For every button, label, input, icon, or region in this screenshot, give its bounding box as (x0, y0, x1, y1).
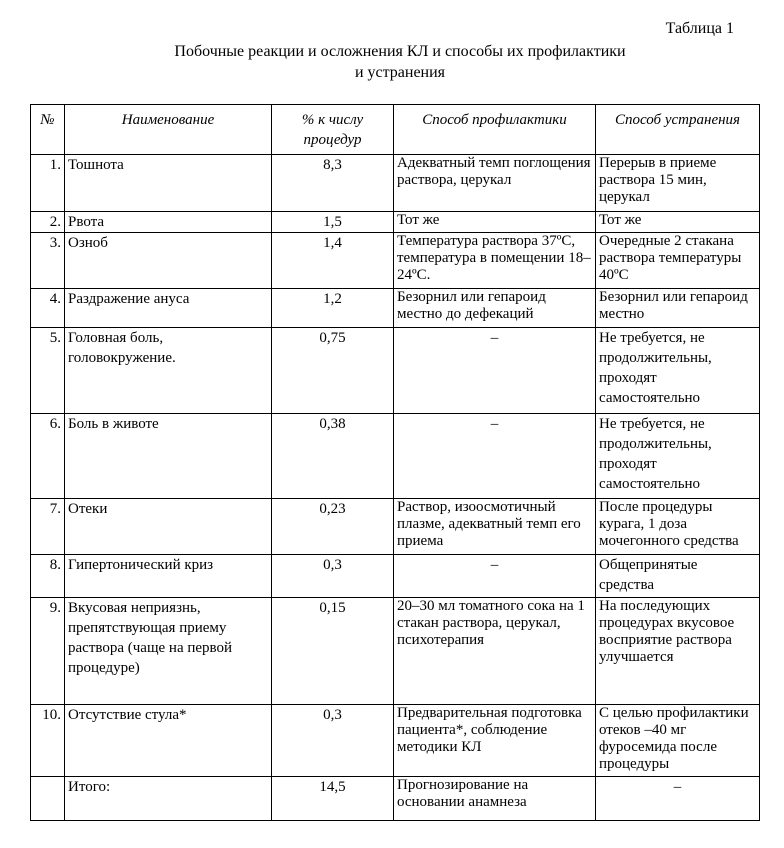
table-row (31, 705, 760, 777)
title-line-2: и устранения (354, 64, 446, 81)
header-prevention: Способ профилактики (394, 105, 596, 155)
row-name: Головная боль, головокружение. (65, 328, 272, 414)
document-title (30, 41, 770, 83)
header-treatment: Способ устранения (596, 105, 760, 155)
row-percent: 14,5 (272, 777, 394, 821)
table-row (31, 212, 760, 233)
table-row (31, 328, 760, 414)
table-row (31, 289, 760, 328)
row-prevention: Прогнозирование на основании анамнеза (394, 777, 596, 821)
row-number (31, 777, 65, 821)
row-number: 6. (31, 414, 65, 499)
table-row (31, 598, 760, 705)
row-treatment: Общепринятые средства (596, 555, 760, 598)
row-name: Рвота (65, 212, 272, 233)
row-number: 4. (31, 289, 65, 328)
side-effects-table (30, 104, 760, 821)
row-treatment: С целью профилактики отеков –40 мг фуросемида после процедуры (596, 705, 760, 777)
row-percent: 0,3 (272, 555, 394, 598)
row-name: Отсутствие стула* (65, 705, 272, 777)
row-prevention: Температура раствора 37ºС, температура в помещении 18–24ºС. (394, 233, 596, 289)
table-row (31, 414, 760, 499)
row-name: Вкусовая неприязнь, препятствующая приему раствора (чаще на первой процедуре) (65, 598, 272, 705)
table-row (31, 555, 760, 598)
row-prevention: Раствор, изоосмотичный плазме, адекватный темп его приема (394, 499, 596, 555)
row-treatment: Не требуется, не продолжительны, проходят самостоятельно (596, 414, 760, 499)
header-name: Наименование (65, 105, 272, 155)
row-prevention: – (394, 328, 596, 414)
row-prevention: 20–30 мл томатного сока на 1 стакан раствора, церукал, психотерапия (394, 598, 596, 705)
row-treatment: Тот же (596, 212, 760, 233)
row-percent: 0,15 (272, 598, 394, 705)
row-number: 3. (31, 233, 65, 289)
row-percent: 1,4 (272, 233, 394, 289)
table-label: Таблица 1 (665, 20, 734, 37)
row-treatment: Безорнил или гепароид местно (596, 289, 760, 328)
row-number: 9. (31, 598, 65, 705)
row-prevention: Предварительная подготовка пациента*, соблюдение методики КЛ (394, 705, 596, 777)
row-percent: 0,75 (272, 328, 394, 414)
row-percent: 8,3 (272, 155, 394, 212)
title-line-1: Побочные реакции и осложнения КЛ и способы их профилактики (174, 43, 626, 60)
row-treatment: На последующих процедурах вкусовое восприятие раствора улучшается (596, 598, 760, 705)
row-name: Итого: (65, 777, 272, 821)
row-percent: 0,38 (272, 414, 394, 499)
row-name: Тошнота (65, 155, 272, 212)
row-name: Озноб (65, 233, 272, 289)
row-number: 1. (31, 155, 65, 212)
row-treatment: Перерыв в приеме раствора 15 мин, церукал (596, 155, 760, 212)
table-row (31, 499, 760, 555)
row-treatment: – (596, 777, 760, 821)
row-treatment: После процедуры курага, 1 доза мочегонного средства (596, 499, 760, 555)
table-total-row (31, 777, 760, 821)
header-number: № (31, 105, 65, 155)
row-percent: 1,2 (272, 289, 394, 328)
row-name: Гипертонический криз (65, 555, 272, 598)
row-prevention: – (394, 555, 596, 598)
row-treatment: Очередные 2 стакана раствора температуры 40ºС (596, 233, 760, 289)
row-prevention: Тот же (394, 212, 596, 233)
row-percent: 0,3 (272, 705, 394, 777)
row-treatment: Не требуется, не продолжительны, проходят самостоятельно (596, 328, 760, 414)
table-header-row (31, 105, 760, 155)
row-name: Отеки (65, 499, 272, 555)
row-prevention: Безорнил или гепароид местно до дефекаций (394, 289, 596, 328)
row-number: 7. (31, 499, 65, 555)
row-percent: 1,5 (272, 212, 394, 233)
table-row (31, 155, 760, 212)
row-number: 8. (31, 555, 65, 598)
row-percent: 0,23 (272, 499, 394, 555)
header-percent: % к числу процедур (272, 105, 394, 155)
row-prevention: Адекватный темп поглощения раствора, церукал (394, 155, 596, 212)
row-prevention: – (394, 414, 596, 499)
row-name: Раздражение ануса (65, 289, 272, 328)
row-name: Боль в животе (65, 414, 272, 499)
row-number: 10. (31, 705, 65, 777)
row-number: 2. (31, 212, 65, 233)
row-number: 5. (31, 328, 65, 414)
table-row (31, 233, 760, 289)
